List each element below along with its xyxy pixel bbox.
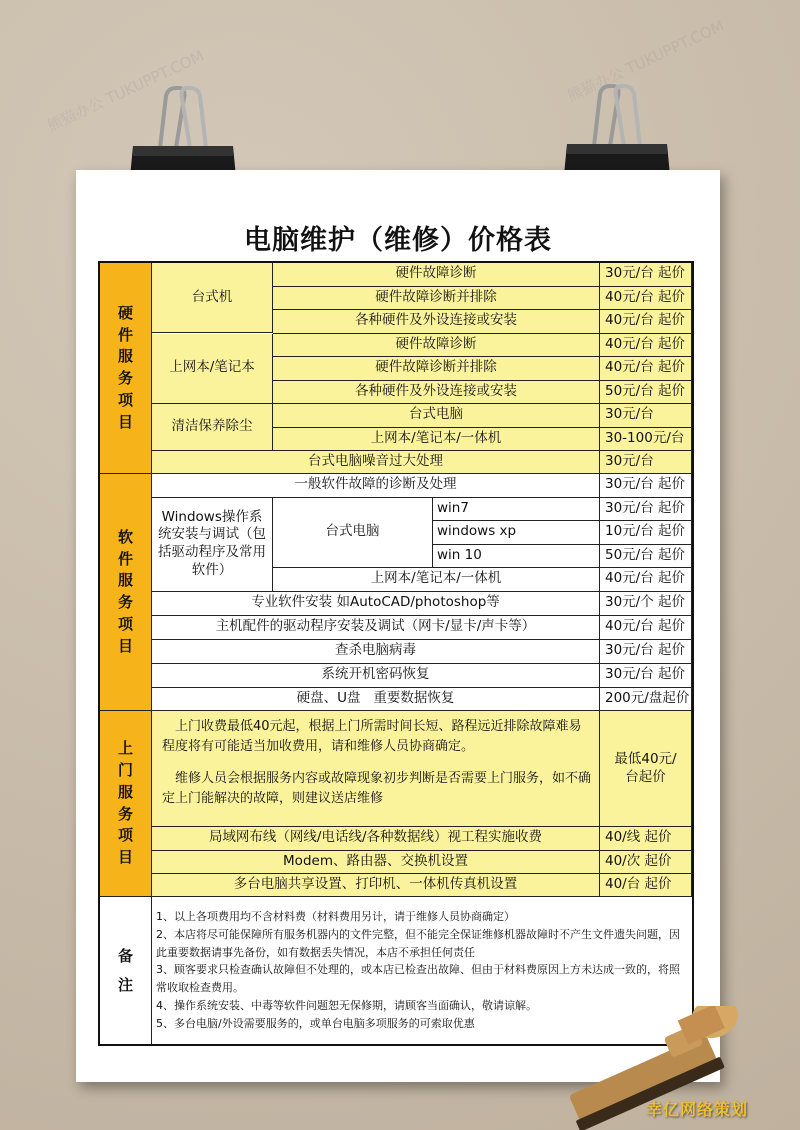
price-cell: 50元/台 起价 xyxy=(600,381,692,405)
onsite-para-1: 上门收费最低40元起，根据上门所需时间长短、路程远近排除故障难易程度将有可能适当加收费用，请和维修人员协商确定。 xyxy=(162,719,582,755)
hw-laptop-label: 上网本/笔记本 xyxy=(152,334,273,405)
hw-clean-label: 清洁保养除尘 xyxy=(152,404,273,451)
note-item: 4、操作系统安装、中毒等软件问题恕无保修期，请顾客当面确认，敬请谅解。 xyxy=(156,999,537,1013)
table-row: 查杀电脑病毒 xyxy=(152,640,600,664)
os-cell: win7 xyxy=(433,498,600,522)
table-row: 主机配件的驱动程序安装及调试（网卡/显卡/声卡等） xyxy=(152,616,600,640)
onsite-description xyxy=(152,711,600,827)
price-cell: 30元/台 xyxy=(600,404,692,428)
table-row: 台式电脑 xyxy=(273,404,600,428)
table-row: 多台电脑共享设置、打印机、一体机传真机设置 xyxy=(152,874,600,897)
table-row: 硬盘、U盘 重要数据恢复 xyxy=(152,688,600,712)
price-cell: 40/次 起价 xyxy=(600,851,692,875)
table-row: 系统开机密码恢复 xyxy=(152,664,600,688)
price-cell: 30元/台 起价 xyxy=(600,498,692,522)
sw-desktop-label: 台式电脑 xyxy=(273,498,433,569)
table-row: 上网本/笔记本/一体机 xyxy=(273,568,600,592)
hw-desktop-label: 台式机 xyxy=(152,263,273,333)
note-item: 2、本店将尽可能保障所有服务机器内的文件完整，但不能完全保证维修机器故障时不产生文件遗失问题，因此重要数据请事先备份，如有数据丢失情况，本店不承担任何责任 xyxy=(156,927,680,959)
watermark: 熊猫办公 TUKUPPT.COM xyxy=(44,46,207,136)
table-row: 台式电脑噪音过大处理 xyxy=(152,451,600,474)
price-cell: 40元/台 起价 xyxy=(600,287,692,311)
price-cell: 40元/台 起价 xyxy=(600,334,692,358)
price-cell: 40元/台 起价 xyxy=(600,357,692,381)
onsite-para-2: 维修人员会根据服务内容或故障现象初步判断是否需要上门服务，如不确定上门能解决的故障，则建议送店维修 xyxy=(162,771,592,807)
brand-mark: 幸亿网络策划 xyxy=(646,1100,749,1119)
price-cell: 30元/个 起价 xyxy=(600,592,692,616)
price-cell: 40元/台 起价 xyxy=(600,616,692,640)
note-item: 5、多台电脑/外设需要服务的，或单台电脑多项服务的可索取优惠 xyxy=(156,1016,475,1030)
sw-windows-label: Windows操作系统安装与调试（包括驱动程序及常用软件） xyxy=(152,498,273,592)
section-onsite: 上 门 服 务 项 目 xyxy=(100,711,152,897)
price-cell: 30元/台 起价 xyxy=(600,640,692,664)
table-row: 硬件故障诊断并排除 xyxy=(273,287,600,311)
table-row: 局域网布线（网线/电话线/各种数据线）视工程实施收费 xyxy=(152,827,600,851)
price-cell: 40/台 起价 xyxy=(600,874,692,897)
table-row: 专业软件安装 如AutoCAD/photoshop等 xyxy=(152,592,600,616)
price-cell: 30元/台 起价 xyxy=(600,263,692,287)
price-cell: 50元/台 起价 xyxy=(600,545,692,569)
section-hardware: 硬 件 服 务 项 目 xyxy=(100,263,152,474)
section-software: 软 件 服 务 项 目 xyxy=(100,474,152,711)
table-row: Modem、路由器、交换机设置 xyxy=(152,851,600,875)
price-cell: 200元/盘起价 xyxy=(600,688,692,712)
table-row: 硬件故障诊断 xyxy=(273,263,600,287)
price-cell: 30元/台 xyxy=(600,451,692,474)
os-cell: win 10 xyxy=(433,545,600,569)
note-item: 3、顾客要求只检查确认故障但不处理的，或本店已检查出故障、但由于材料费原因上方未达成一致的，将照常收取检查费用。 xyxy=(156,963,680,995)
price-cell: 40元/台 起价 xyxy=(600,568,692,592)
page-title: 电脑维护（维修）价格表 xyxy=(244,225,552,256)
price-cell: 30-100元/台 xyxy=(600,428,692,452)
table-row: 一般软件故障的诊断及处理 xyxy=(152,474,600,498)
price-cell: 10元/台 起价 xyxy=(600,521,692,545)
price-cell: 40/线 起价 xyxy=(600,827,692,851)
section-notes: 备 注 xyxy=(100,897,152,1044)
note-item: 1、以上各项费用均不含材料费（材料费用另计，请于维修人员协商确定） xyxy=(156,910,515,923)
table-row: 硬件故障诊断并排除 xyxy=(273,357,600,381)
table-row: 各种硬件及外设连接或安装 xyxy=(273,381,600,405)
price-sheet xyxy=(76,170,720,1082)
onsite-min-price: 最低40元/台起价 xyxy=(600,711,692,827)
price-cell: 40元/台 起价 xyxy=(600,310,692,334)
table-row: 上网本/笔记本/一体机 xyxy=(273,428,600,452)
price-cell: 30元/台 起价 xyxy=(600,664,692,688)
table-row: 硬件故障诊断 xyxy=(273,334,600,358)
price-cell: 30元/台 起价 xyxy=(600,474,692,498)
price-table xyxy=(98,261,694,1046)
watermark: 熊猫办公 TUKUPPT.COM xyxy=(564,16,727,106)
table-row: 各种硬件及外设连接或安装 xyxy=(273,310,600,334)
os-cell: windows xp xyxy=(433,521,600,545)
